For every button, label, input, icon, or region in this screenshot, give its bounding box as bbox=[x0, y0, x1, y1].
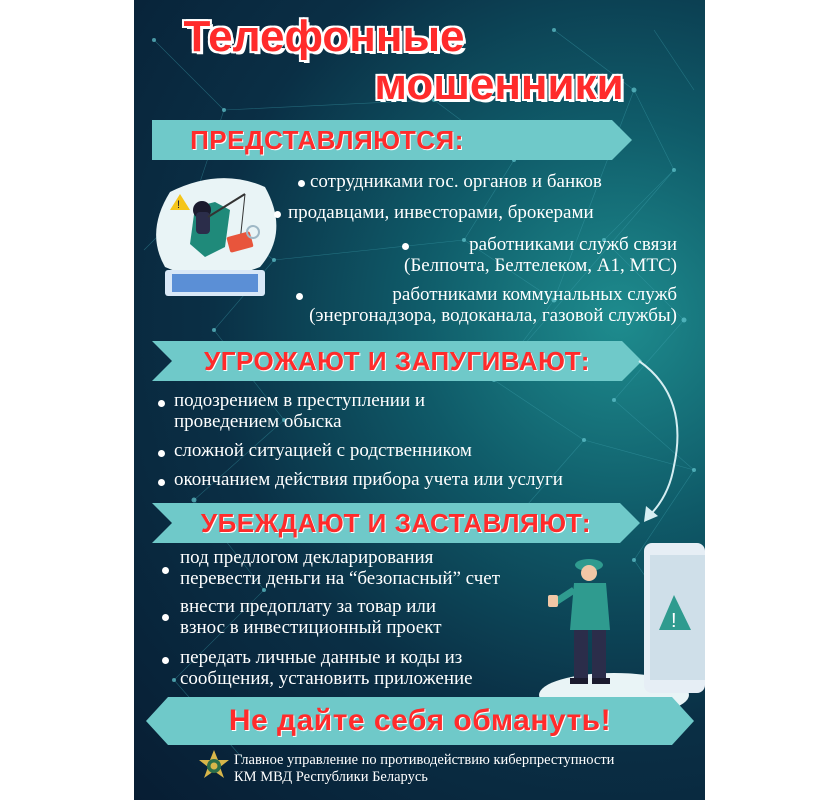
footer bbox=[234, 752, 614, 786]
section-heading: УГРОЖАЮТ И ЗАПУГИВАЮТ: bbox=[204, 346, 590, 376]
poster-title-line2: мошенники bbox=[374, 60, 624, 109]
list-item: продавцами, инвесторами, брокерами bbox=[288, 202, 594, 223]
cta-text: Не дайте себя обмануть! bbox=[228, 704, 612, 737]
curved-arrow-icon bbox=[634, 356, 694, 526]
bullet bbox=[158, 400, 165, 407]
bullet bbox=[162, 614, 169, 621]
list-item: передать личные данные и коды из сообщения, установить приложение bbox=[180, 647, 473, 689]
svg-text:!: ! bbox=[177, 199, 181, 211]
mvd-emblem-icon bbox=[198, 750, 230, 786]
police-officer-illustration-icon bbox=[534, 535, 705, 710]
poster-title-line1: Телефонные bbox=[183, 12, 465, 61]
bullet bbox=[298, 180, 305, 187]
list-item: окончанием действия прибора учета или услуги bbox=[174, 469, 563, 490]
svg-text:!: ! bbox=[671, 610, 677, 632]
section-heading: УБЕЖДАЮТ И ЗАСТАВЛЯЮТ: bbox=[200, 508, 592, 538]
section-heading: ПРЕДСТАВЛЯЮТСЯ: bbox=[190, 125, 464, 155]
cta-banner bbox=[146, 697, 694, 745]
list-item: работниками служб связи (Белпочта, Белтелеком, А1, МТС) bbox=[404, 234, 677, 276]
footer-line2: КМ МВД Республики Беларусь bbox=[234, 769, 428, 785]
section-banner-represent bbox=[152, 120, 632, 160]
bullet bbox=[162, 567, 169, 574]
list-item: сложной ситуацией с родственником bbox=[174, 440, 472, 461]
list-item: подозрением в преступлении и проведением обыска bbox=[174, 390, 426, 432]
bullet bbox=[162, 657, 169, 664]
list-item: работниками коммунальных служб (энергонадзора, водоканала, газовой службы) bbox=[309, 284, 677, 326]
list-item: под предлогом декларирования перевести деньги на “безопасный” счет bbox=[180, 547, 501, 589]
bullet bbox=[158, 479, 165, 486]
bullet bbox=[274, 211, 281, 218]
bullet bbox=[158, 450, 165, 457]
poster bbox=[134, 0, 705, 800]
list-item: внести предоплату за товар или взнос в инвестиционный проект bbox=[180, 596, 442, 638]
section-banner-threaten bbox=[152, 341, 642, 381]
footer-line1: Главное управление по противодействию киберпреступности bbox=[234, 752, 615, 768]
list-item: сотрудниками гос. органов и банков bbox=[310, 171, 602, 192]
